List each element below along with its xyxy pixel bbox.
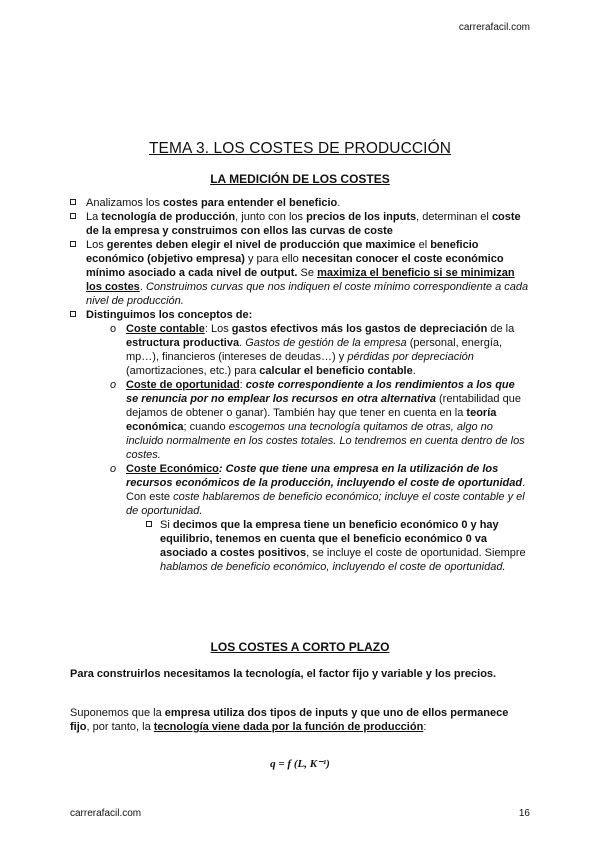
square-bullet-icon bbox=[70, 213, 76, 219]
square-bullet-icon bbox=[70, 311, 76, 317]
concept-item-coste-oportunidad: o Coste de oportunidad: coste correspondiente a los rendimientos a los que se renuncia por no emplear los recursos en otra alternativa (rentabilidad que dejamos de obtener o ganar). También hay que tener en cuenta en la teoría económica; cuando escogemos una tecnología quitamos de otras, algo no incluido normalmente en los costes totales. Lo tendremos en cuenta dentro de los costes. bbox=[110, 379, 525, 461]
paragraph-suponemos: Suponemos que la empresa utiliza dos tipos de inputs y que uno de ellos permanece fijo, por tanto, la tecnología viene dada por la función de producción: bbox=[70, 707, 509, 733]
circle-bullet-icon: o bbox=[110, 463, 117, 475]
bullet-item: Analizamos los costes para entender el beneficio. bbox=[70, 196, 530, 210]
concept-item-coste-economico: o Coste Económico: Coste que tiene una empresa en la utilización de los recursos económicos de la producción, incluyendo el coste de oportunidad. Con este coste hablaremos de beneficio económico; incluye el coste contable y el de oportunidad. bbox=[110, 463, 526, 517]
bullet-item: Los gerentes deben elegir el nivel de producción que maximice el beneficio económico (objetivo empresa) y para ello necesitan conocer el coste económico mínimo asociado a cada nivel de output. Se maximiza el beneficio si se minimizan los costes. Construimos curvas que nos indiquen el coste mínimo correspondiente a cada nivel de producción. bbox=[70, 238, 530, 308]
bullet-list bbox=[70, 196, 530, 574]
square-bullet-icon bbox=[70, 199, 76, 205]
square-bullet-icon bbox=[146, 521, 152, 527]
paragraph-construirlos: Para construirlos necesitamos la tecnología, el factor fijo y variable y los precios. bbox=[70, 668, 497, 680]
page-title: TEMA 3. LOS COSTES DE PRODUCCIÓN bbox=[148, 140, 452, 157]
square-bullet-icon bbox=[70, 241, 76, 247]
circle-bullet-icon: o bbox=[110, 323, 117, 335]
circle-bullet-icon: o bbox=[110, 379, 117, 391]
section-heading-medicion: LA MEDICIÓN DE LOS COSTES bbox=[210, 172, 390, 186]
page-number: 16 bbox=[518, 808, 530, 819]
concept-subitem-beneficio: Si decimos que la empresa tiene un beneficio económico 0 y hay equilibrio, tenemos en cuenta que el beneficio económico 0 va asociado a costes positivos, se incluye el coste de oportunidad. Siempre hablamos de beneficio económico, incluyendo el coste de oportunidad. bbox=[70, 518, 530, 574]
concept-item-coste-contable: o Coste contable: Los gastos efectivos más los gastos de depreciación de la estructura productiva. Gastos de gestión de la empresa (personal, energía, mp…), financieros (intereses de deudas…) y pérdidas por depreciación (amortizaciones, etc.) para calcular el beneficio contable. bbox=[110, 323, 515, 377]
page-header-site: carrerafacil.com bbox=[458, 22, 530, 33]
page-footer-site: carrerafacil.com bbox=[70, 808, 142, 819]
section-heading-corto-plazo: LOS COSTES A CORTO PLAZO bbox=[210, 640, 390, 654]
bullet-item: Distinguimos los conceptos de: bbox=[70, 308, 530, 322]
production-function-equation: q = f (L, K⁻¹) bbox=[270, 758, 330, 770]
bullet-item: La tecnología de producción, junto con los precios de los inputs, determinan el coste de la empresa y construimos con ellos las curvas de coste bbox=[70, 210, 530, 238]
